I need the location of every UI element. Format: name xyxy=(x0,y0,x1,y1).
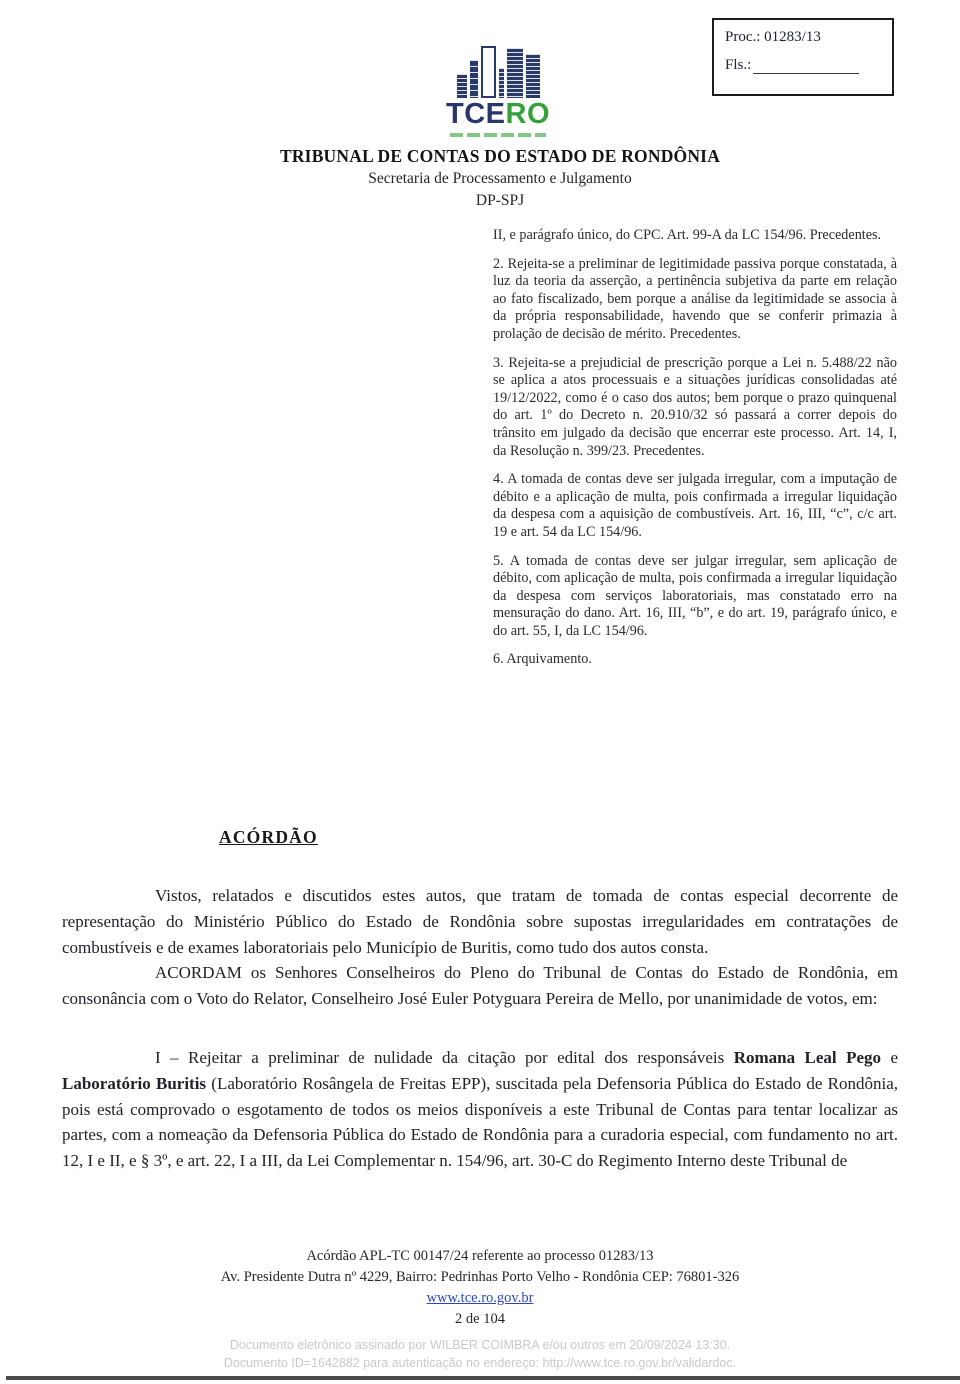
logo-tce-text: TCE xyxy=(446,98,506,130)
page-number: 2 de 104 xyxy=(455,1311,505,1327)
institution-title: TRIBUNAL DE CONTAS DO ESTADO DE RONDÔNIA xyxy=(279,146,721,166)
process-number: Proc.: 01283/13 xyxy=(725,29,821,45)
letterhead xyxy=(0,44,960,137)
body-text xyxy=(62,883,898,1174)
page-footer xyxy=(0,1246,960,1330)
title-block xyxy=(20,146,960,210)
tcero-logo xyxy=(446,44,550,137)
secretariat-subtitle: Secretaria de Processamento e Julgamento xyxy=(368,170,632,187)
logo-tagline xyxy=(450,133,546,137)
bottom-scan-edge xyxy=(6,1376,960,1380)
vistos-paragraph: Vistos, relatados e discutidos estes autos, que tratam de tomada de contas especial decorrente de representação do Ministério Público do Estado de Rondônia sobre supostas irregularidades em contratações de combustíveis e de exames laboratoriais pelo Município de Buritis, como tudo dos autos consta. xyxy=(62,886,898,957)
responsible-name-2: Laboratório Buritis xyxy=(62,1073,207,1093)
ementa-paragraph-2: 2. Rejeita-se a preliminar de legitimidade passiva porque constatada, à luz da teoria da asserção, a pertinência subjetiva da parte em relação ao fato fiscalizado, bem porque a análise da legitimidade se associa à da própria responsabilidade, havendo que se conferir primazia à prolação de decisão de mérito. Precedentes. xyxy=(493,255,897,342)
acordao-reference: Acórdão APL-TC 00147/24 referente ao processo 01283/13 xyxy=(306,1248,654,1264)
address-line: Av. Presidente Dutra nº 4229, Bairro: Pedrinhas Porto Velho - Rondônia CEP: 76801-326 xyxy=(220,1269,740,1285)
website-link[interactable]: www.tce.ro.gov.br xyxy=(426,1290,534,1306)
item-1-connector: e xyxy=(881,1047,899,1067)
ementa-paragraph-5: 5. A tomada de contas deve ser julgar irregular, sem aplicação de débito, com aplicação de multa, pois confirmada a irregular liquidação da despesa com serviços laboratoriais, mas constatado erro na mensuração do dano. Art. 16, III, “b”, e do art. 19, parágrafo único, e do art. 55, I, da LC 154/96. xyxy=(493,552,897,639)
acordao-heading: ACÓRDÃO xyxy=(219,827,318,847)
buildings-icon xyxy=(446,44,550,98)
item-1-prefix: I – Rejeitar a preliminar de nulidade da citação por edital dos responsáveis xyxy=(155,1047,734,1067)
logo-wordmark xyxy=(446,100,550,129)
watermark-line-2: Documento ID=1642882 para autenticação no endereço: http://www.tce.ro.gov.br/validardoc. xyxy=(223,1356,737,1370)
department-code: DP-SPJ xyxy=(475,192,525,209)
item-1-paragraph xyxy=(62,1045,898,1174)
responsible-name-1: Romana Leal Pego xyxy=(733,1047,882,1067)
ementa-paragraph-4: 4. A tomada de contas deve ser julgada irregular, com a imputação de débito e a aplicação de multa, pois confirmada a irregular liquidação da despesa com a aquisição de combustíveis. Art. 16, III, “c”, c/c art. 19 e art. 54 da LC 154/96. xyxy=(493,471,897,540)
ementa-paragraph-3: 3. Rejeita-se a prejudicial de prescrição porque a Lei n. 5.488/22 não se aplica a atos processuais e a situações jurídicas consolidadas até 19/12/2022, como é o caso dos autos; bem porque o prazo quinquenal do art. 1º do Decreto n. 20.910/32 só passará a correr depois do trânsito em julgado da decisão que encerrar este processo. Art. 14, I, da Resolução n. 399/23. Precedentes. xyxy=(493,354,897,459)
acordam-paragraph: ACORDAM os Senhores Conselheiros do Pleno do Tribunal de Contas do Estado de Rondônia, em consonância com o Voto do Relator, Conselheiro José Euler Potyguara Pereira de Mello, por unanimidade de votos, em: xyxy=(62,963,898,1009)
logo-ro-text: RO xyxy=(505,98,550,130)
watermark-line-1: Documento eletrônico assinado por WILBER COIMBRA e/ou outros em 20/09/2024 13:30. xyxy=(229,1338,731,1352)
fls-label: Fls.: xyxy=(725,57,752,73)
ementa-paragraph-1: II, e parágrafo único, do CPC. Art. 99-A da LC 154/96. Precedentes. xyxy=(493,227,882,243)
ementa-block xyxy=(493,227,897,680)
signature-watermark xyxy=(0,1336,960,1372)
item-1-rest: (Laboratório Rosângela de Freitas EPP), suscitada pela Defensoria Pública do Estado de Rondônia, pois está comprovado o esgotamento de todos os meios disponíveis a este Tribunal de Contas para tentar localizar as partes, com a nomeação da Defensoria Pública do Estado de Rondônia para a curadoria especial, com fundamento no art. 12, I e II, e § 3º, e art. 22, I a III, da Lei Complementar n. 154/96, art. 30-C do Regimento Interno deste Tribunal de xyxy=(62,1073,898,1171)
ementa-paragraph-6: 6. Arquivamento. xyxy=(493,651,592,668)
